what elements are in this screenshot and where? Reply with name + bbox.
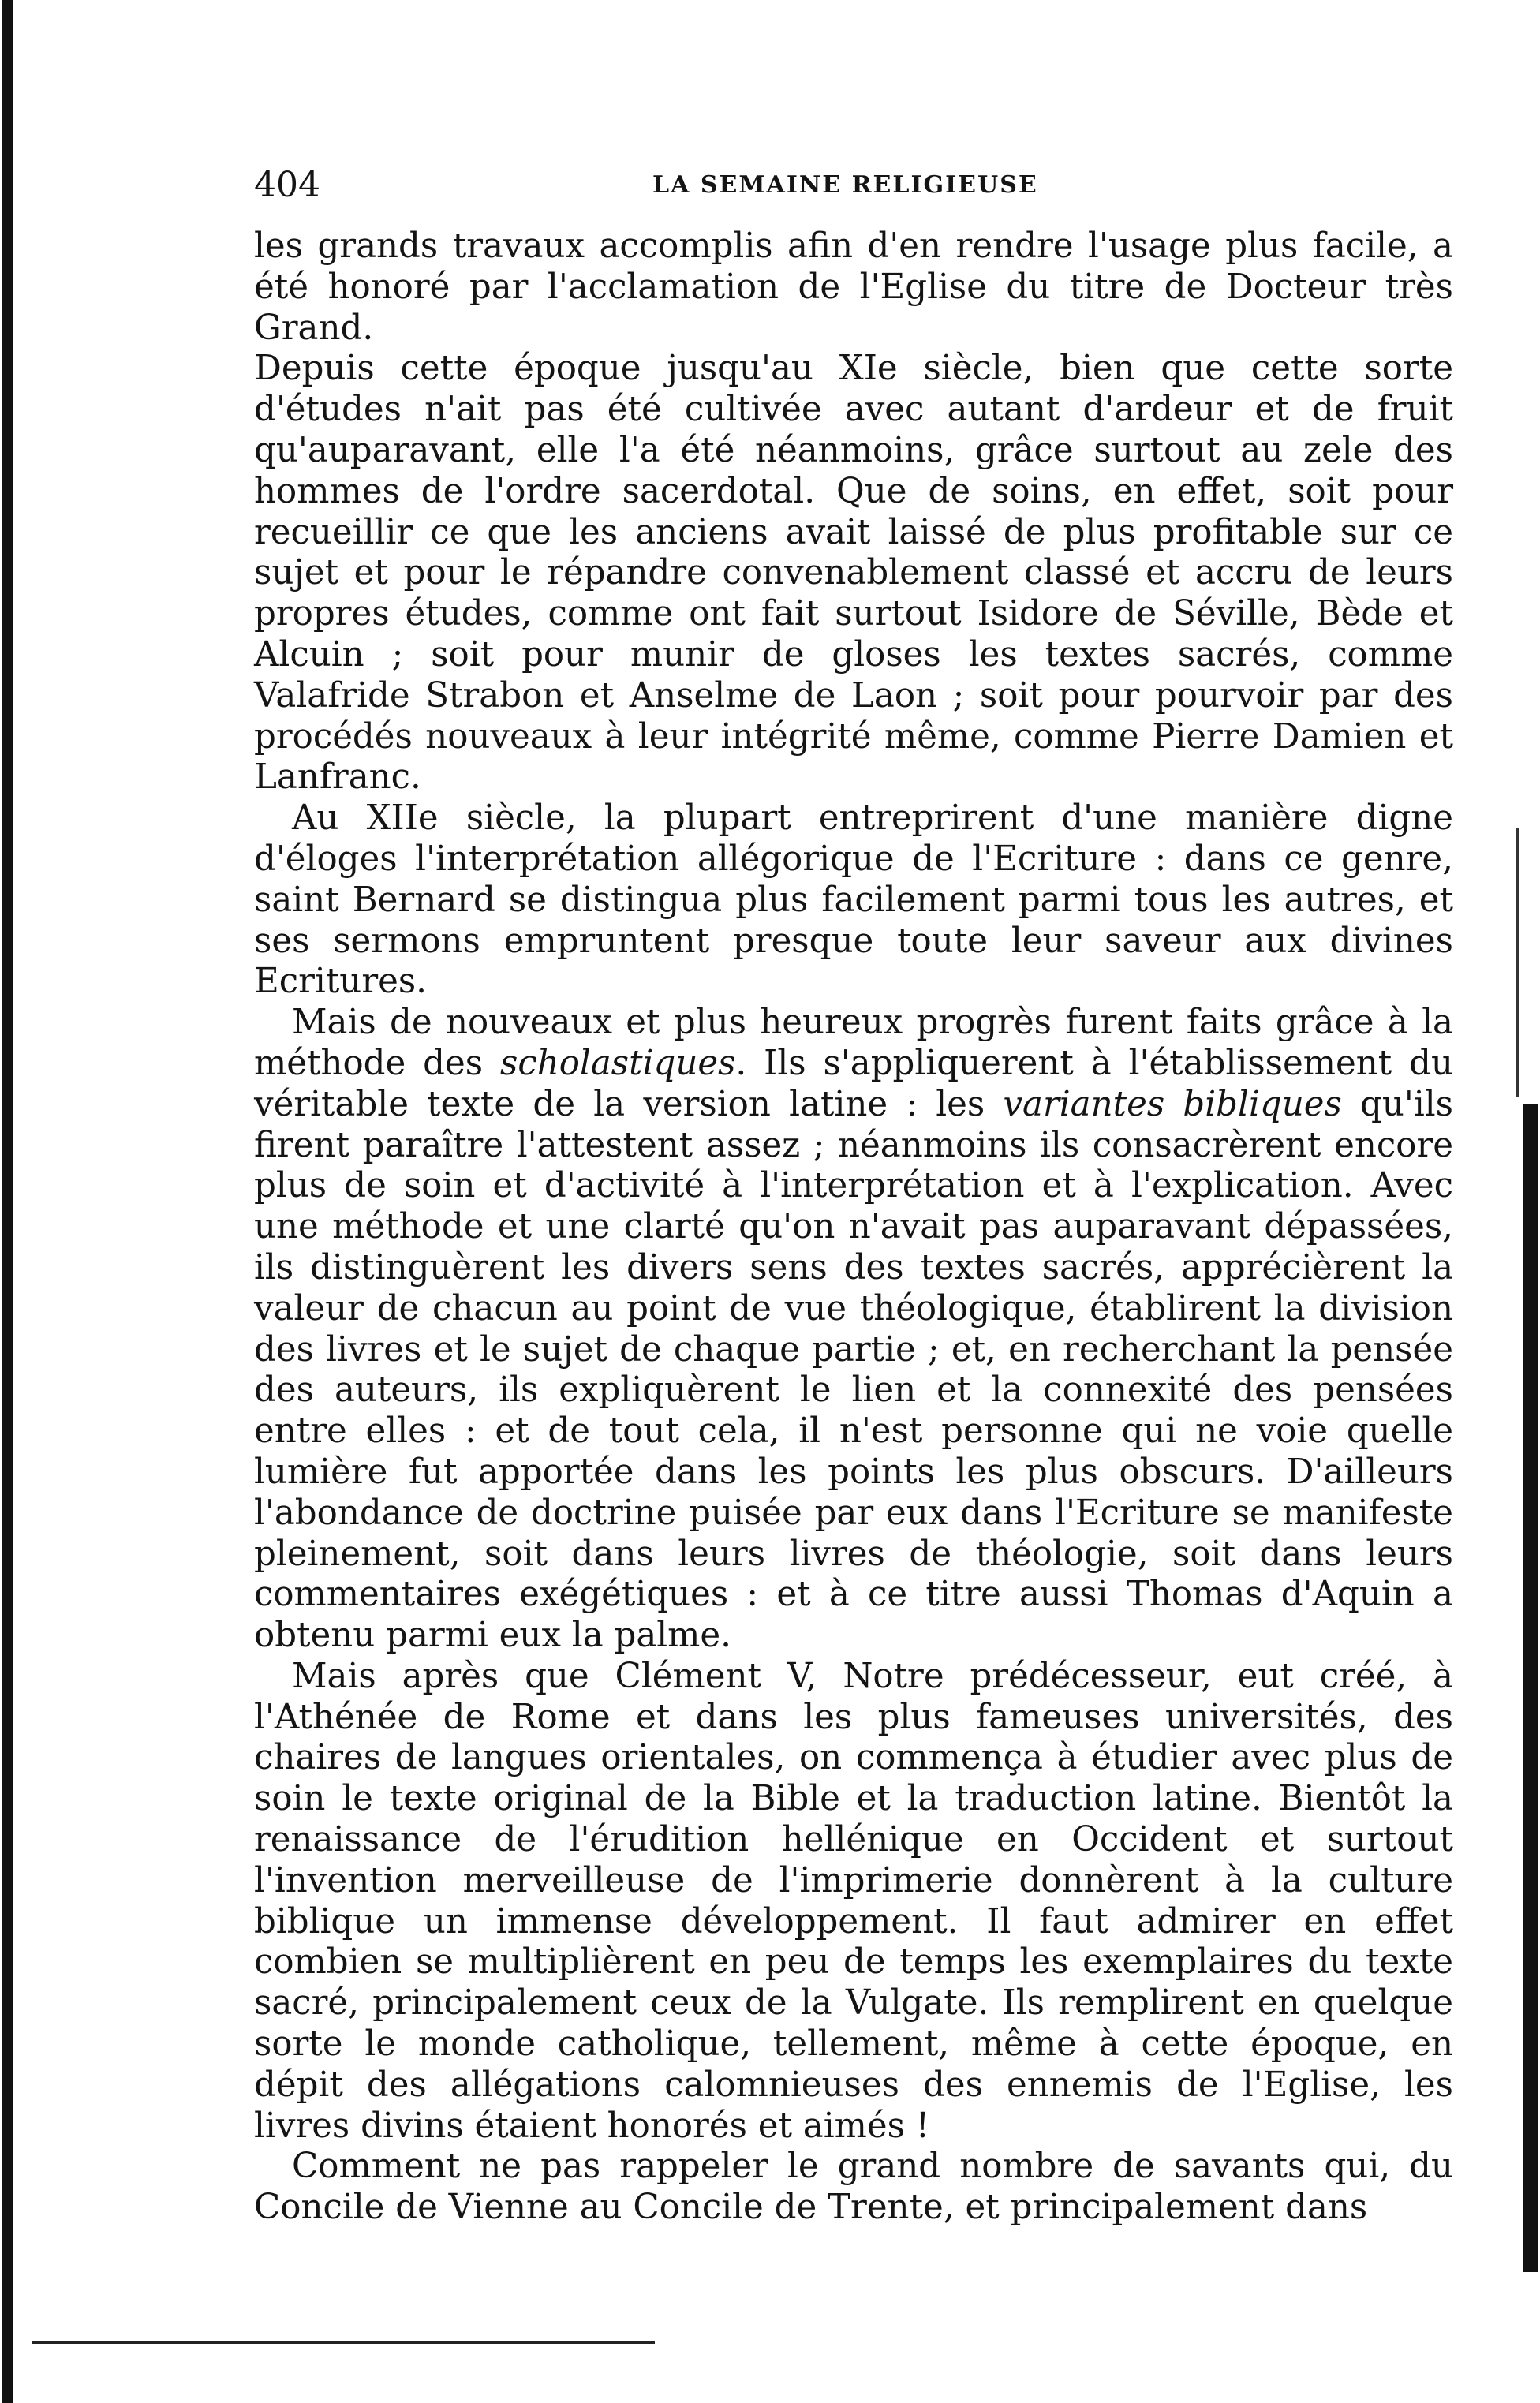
bottom-rule bbox=[32, 2341, 655, 2344]
binding-edge-thin bbox=[1516, 828, 1519, 1097]
paragraph-comment: Comment ne pas rappeler le grand nombre de savants qui, du Concile de Vienne au Concile de Trente, et principalement dans bbox=[254, 2147, 1453, 2228]
page-number: 404 bbox=[254, 165, 320, 205]
document-page bbox=[254, 162, 1453, 2229]
binding-edge bbox=[1523, 1104, 1538, 2272]
paragraph-xiie-siecle: Au XIIe siècle, la plupart entreprirent d'une manière digne d'éloges l'interprétation allégorique de l'Ecriture : dans ce genre, saint Bernard se distingua plus facilement parmi tous les autres, et ses sermons empruntent presque toute leur saveur aux divines Ecritures. bbox=[254, 798, 1453, 1002]
italic-term: scholastiques bbox=[500, 1043, 736, 1083]
page-edge-shadow bbox=[2, 0, 13, 2403]
paragraph-text: Mais de nouveaux et plus heureux progrès furent faits grâce à la méthode des bbox=[254, 1003, 1453, 1083]
paragraph-scholastiques bbox=[254, 1003, 1453, 1657]
paragraph-text: qu'ils firent paraître l'attestent assez ; néanmoins ils consacrèrent encore plus de soin et d'activité à l'interprétation et à l'explication. Avec une méthode et une clarté qu'on n'avait pas auparavant dépassées, ils distinguèrent les divers sens des textes sacrés, apprécièrent la valeur de chacun au point de vue théologique, établirent la division des livres et le sujet de chaque partie ; et, en recherchant la pensée des auteurs, ils expliquèrent le lien et la connexité des pensées entre elles : et de tout cela, il n'est personne qui ne voie quelle lumière fut apportée dans les points les plus obscurs. D'ailleurs l'abondance de doctrine puisée par eux dans l'Ecriture se manifeste pleinement, soit dans leurs livres de théologie, soit dans leurs commentaires exégétiques : et à ce titre aussi Thomas d'Aquin a obtenu parmi eux la palme. bbox=[254, 1084, 1453, 1656]
running-title: LA SEMAINE RELIGIEUSE bbox=[652, 171, 1038, 199]
page-header bbox=[254, 162, 1453, 209]
paragraph-text: . Ils s'appliquerent à l'établissement du véritable texte de la version latine : les bbox=[254, 1043, 1453, 1124]
italic-term: variantes bibliques bbox=[1003, 1084, 1342, 1124]
paragraph-clement: Mais après que Clément V, Notre prédécesseur, eut créé, à l'Athénée de Rome et dans les plus fameuses universités, des chaires de langues orientales, on commença à étudier avec plus de soin le texte original de la Bible et la traduction latine. Bientôt la renaissance de l'érudition hellénique en Occident et surtout l'invention merveilleuse de l'imprimerie donnèrent à la culture biblique un immense développement. Il faut admirer en effet combien se multiplièrent en peu de temps les exemplaires du texte sacré, principalement ceux de la Vulgate. Ils remplirent en quelque sorte le monde catholique, tellement, même à cette époque, en dépit des allégations calomnieuses des ennemis de l'Eglise, les livres divins étaient honorés et aimés ! bbox=[254, 1656, 1453, 2146]
body-text bbox=[254, 226, 1453, 2229]
paragraph-depuis: Depuis cette époque jusqu'au XIe siècle, bien que cette sorte d'études n'ait pas été cultivée avec autant d'ardeur et de fruit qu'auparavant, elle l'a été néanmoins, grâce surtout au zele des hommes de l'ordre sacerdotal. Que de soins, en effet, soit pour recueillir ce que les anciens avait laissé de plus profitable sur ce sujet et pour le répandre convenablement classé et accru de leurs propres études, comme ont fait surtout Isidore de Séville, Bède et Alcuin ; soit pour munir de gloses les textes sacrés, comme Valafride Strabon et Anselme de Laon ; soit pour pourvoir par des procédés nouveaux à leur intégrité même, comme Pierre Damien et Lanfranc. bbox=[254, 349, 1453, 798]
paragraph-continuation: les grands travaux accomplis afin d'en rendre l'usage plus facile, a été honoré par l'acclamation de l'Eglise du titre de Docteur très Grand. bbox=[254, 226, 1453, 348]
